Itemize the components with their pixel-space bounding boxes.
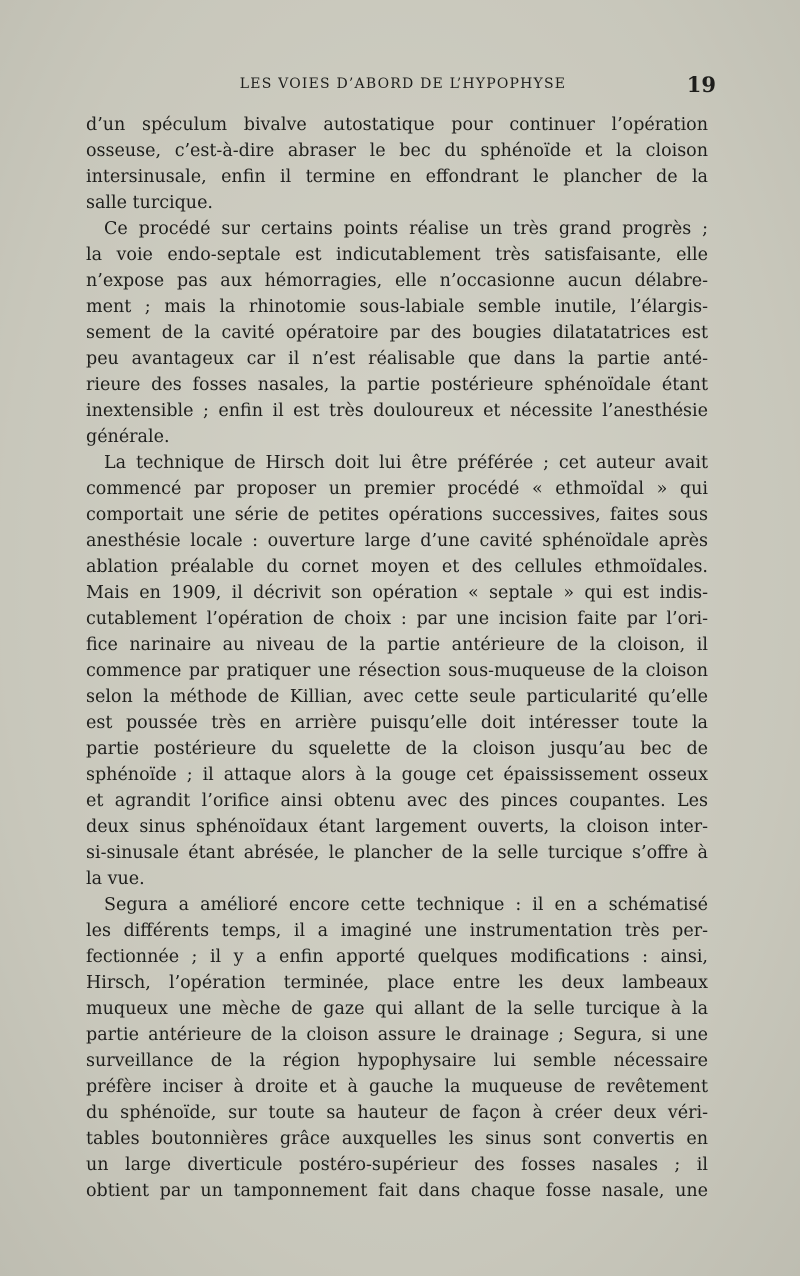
text-line: intersinusale, enfin il termine en effondrant le plancher de la <box>86 167 708 187</box>
text-line: est poussée très en arrière puisqu’elle doit intéresser toute la <box>86 713 708 733</box>
text-line: la voie endo-septale est indicutablement très satisfaisante, elle <box>86 245 708 265</box>
text-line: osseuse, c’est-à-dire abraser le bec du sphénoïde et la cloison <box>86 141 708 161</box>
text-line: commencé par proposer un premier procédé « ethmoïdal » qui <box>86 479 708 499</box>
text-line: Ce procédé sur certains points réalise un très grand progrès ; <box>104 219 708 239</box>
text-line: préfère inciser à droite et à gauche la muqueuse de revêtement <box>86 1077 708 1097</box>
text-line: rieure des fosses nasales, la partie postérieure sphénoïdale étant <box>86 375 708 395</box>
text-line: surveillance de la région hypophysaire lui semble nécessaire <box>86 1051 708 1071</box>
text-line: partie antérieure de la cloison assure le drainage ; Segura, si une <box>86 1025 708 1045</box>
text-line: ablation préalable du cornet moyen et des cellules ethmoïdales. <box>86 557 708 577</box>
text-line: Hirsch, l’opération terminée, place entre les deux lambeaux <box>86 973 708 993</box>
text-line: Mais en 1909, il décrivit son opération « septale » qui est indis- <box>86 583 708 603</box>
text-line: d’un spéculum bivalve autostatique pour continuer l’opération <box>86 115 708 135</box>
running-head <box>90 72 716 98</box>
text-line: n’expose pas aux hémorragies, elle n’occasionne aucun délabre- <box>86 271 708 291</box>
text-line: la vue. <box>86 869 145 889</box>
text-line: deux sinus sphénoïdaux étant largement ouverts, la cloison inter- <box>86 817 708 837</box>
text-line: inextensible ; enfin il est très douloureux et nécessite l’anesthésie <box>86 401 708 421</box>
text-line: obtient par un tamponnement fait dans chaque fosse nasale, une <box>86 1181 708 1201</box>
text-line: les différents temps, il a imaginé une instrumentation très per- <box>86 921 708 941</box>
text-line: commence par pratiquer une résection sous-muqueuse de la cloison <box>86 661 708 681</box>
body-text <box>86 112 708 1204</box>
text-line: fectionnée ; il y a enfin apporté quelques modifications : ainsi, <box>86 947 708 967</box>
text-line: peu avantageux car il n’est réalisable que dans la partie anté- <box>86 349 708 369</box>
text-line: sphénoïde ; il attaque alors à la gouge cet épaississement osseux <box>86 765 708 785</box>
text-line: partie postérieure du squelette de la cloison jusqu’au bec de <box>86 739 708 759</box>
running-title: LES VOIES D’ABORD DE L’HYPOPHYSE <box>239 76 567 92</box>
text-line: tables boutonnières grâce auxquelles les sinus sont convertis en <box>86 1129 708 1149</box>
text-line: anesthésie locale : ouverture large d’une cavité sphénoïdale après <box>86 531 708 551</box>
text-line: sement de la cavité opératoire par des bougies dilatatatrices est <box>86 323 708 343</box>
text-line: et agrandit l’orifice ainsi obtenu avec des pinces coupantes. Les <box>86 791 708 811</box>
text-line: un large diverticule postéro-supérieur des fosses nasales ; il <box>86 1155 708 1175</box>
text-line: Segura a amélioré encore cette technique : il en a schématisé <box>104 895 708 915</box>
text-line: comportait une série de petites opérations successives, faites sous <box>86 505 708 525</box>
text-line: si-sinusale étant abrésée, le plancher de la selle turcique s’offre à <box>86 843 708 863</box>
text-line: muqueux une mèche de gaze qui allant de la selle turcique à la <box>86 999 708 1019</box>
text-line: salle turcique. <box>86 193 213 213</box>
text-line: fice narinaire au niveau de la partie antérieure de la cloison, il <box>86 635 708 655</box>
text-line: La technique de Hirsch doit lui être préférée ; cet auteur avait <box>104 453 708 473</box>
text-line: du sphénoïde, sur toute sa hauteur de façon à créer deux véri- <box>86 1103 708 1123</box>
text-line: générale. <box>86 427 170 447</box>
text-line: selon la méthode de Killian, avec cette seule particularité qu’elle <box>86 687 708 707</box>
page-number: 19 <box>686 72 716 97</box>
text-line: ment ; mais la rhinotomie sous-labiale semble inutile, l’élargis- <box>86 297 708 317</box>
text-line: cutablement l’opération de choix : par une incision faite par l’ori- <box>86 609 708 629</box>
